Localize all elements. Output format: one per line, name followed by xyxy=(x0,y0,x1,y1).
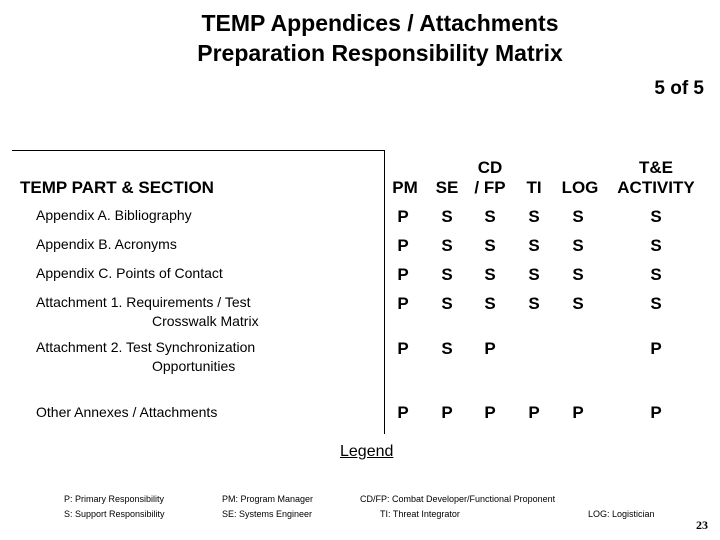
cell: P xyxy=(484,339,496,358)
cell: P xyxy=(484,403,496,422)
cell: P xyxy=(397,294,409,313)
cell: P xyxy=(397,265,409,284)
legend-col-1 xyxy=(64,492,165,522)
row-label-appendix-a xyxy=(36,206,192,225)
legend-item-pm: PM: Program Manager xyxy=(222,494,314,504)
column-header-se-line1 xyxy=(427,158,467,178)
cell: P xyxy=(572,403,584,422)
column-header-cdfp-line2: / FP xyxy=(474,178,506,197)
row-label-attachment-2 xyxy=(36,338,255,376)
title-line-2: Preparation Responsibility Matrix xyxy=(197,40,563,66)
part-section-header: TEMP PART & SECTION xyxy=(20,178,214,197)
row-label-appendix-b xyxy=(36,235,177,254)
cell: S xyxy=(572,207,584,226)
cell: S xyxy=(650,207,662,226)
row-label-continuation: Opportunities xyxy=(152,358,236,374)
legend-item-support: S: Support Responsibility xyxy=(64,509,165,519)
column-header-log-line2: LOG xyxy=(561,178,599,197)
column-header-ti xyxy=(514,158,554,198)
cell: S xyxy=(650,265,662,284)
cell: S xyxy=(441,265,453,284)
cell: S xyxy=(441,236,453,255)
column-header-cdfp xyxy=(467,158,513,198)
cell: P xyxy=(397,403,409,422)
row-label-appendix-c xyxy=(36,264,223,283)
cell: P xyxy=(397,207,409,226)
cell: S xyxy=(572,294,584,313)
cell: S xyxy=(484,236,496,255)
cell: S xyxy=(484,294,496,313)
cell: P xyxy=(528,403,540,422)
row-label-text: Other Annexes / Attachments xyxy=(36,404,218,420)
cell: S xyxy=(572,265,584,284)
column-header-se-line2: SE xyxy=(435,178,459,197)
cell: P xyxy=(650,403,662,422)
cell: S xyxy=(441,207,453,226)
column-header-pm xyxy=(385,158,425,198)
row-label-other-annexes xyxy=(36,403,217,422)
column-header-log-line1 xyxy=(558,158,602,178)
cell: P xyxy=(397,236,409,255)
cell: S xyxy=(650,294,662,313)
column-header-te-activity xyxy=(610,158,702,198)
table-top-rule xyxy=(12,150,384,151)
cell: P xyxy=(397,339,409,358)
column-header-ti-line1 xyxy=(514,158,554,178)
page-indicator: 5 of 5 xyxy=(654,78,704,99)
cell: S xyxy=(441,294,453,313)
row-label-text: Attachment 1. Requirements / Test xyxy=(36,294,251,310)
cell: S xyxy=(528,294,540,313)
cell: S xyxy=(484,207,496,226)
row-label-continuation: Crosswalk Matrix xyxy=(152,313,259,329)
row-label-text: Appendix C. Points of Contact xyxy=(36,265,223,281)
legend-item-primary: P: Primary Responsibility xyxy=(64,494,165,504)
cell: S xyxy=(484,265,496,284)
cell: P xyxy=(650,339,662,358)
legend-item-ti: TI: Threat Integrator xyxy=(380,509,460,519)
column-header-log xyxy=(558,158,602,198)
column-header-te-line1: T&E xyxy=(639,158,673,177)
title-line-1: TEMP Appendices / Attachments xyxy=(201,10,559,36)
cell: S xyxy=(528,236,540,255)
cell: S xyxy=(441,339,453,358)
column-header-pm-line2: PM xyxy=(392,178,418,197)
cell: P xyxy=(441,403,453,422)
column-header-cdfp-line1: CD xyxy=(477,158,503,177)
column-header-se xyxy=(427,158,467,198)
row-label-text: Appendix A. Bibliography xyxy=(36,207,192,223)
cell: S xyxy=(650,236,662,255)
slide-number: 23 xyxy=(696,518,708,532)
legend-col-2 xyxy=(222,492,313,522)
column-header-pm-line1 xyxy=(385,158,425,178)
cell: S xyxy=(528,207,540,226)
cell: S xyxy=(528,265,540,284)
legend-item-log: LOG: Logistician xyxy=(588,509,655,519)
column-header-ti-line2: TI xyxy=(526,178,542,197)
legend-title: Legend xyxy=(340,443,394,460)
legend-item-se: SE: Systems Engineer xyxy=(222,509,313,519)
legend-item-cdfp: CD/FP: Combat Developer/Functional Proponent xyxy=(360,494,556,504)
row-label-attachment-1 xyxy=(36,293,259,331)
slide-title xyxy=(0,8,720,68)
row-label-text: Appendix B. Acronyms xyxy=(36,236,177,252)
column-header-te-line2: ACTIVITY xyxy=(617,178,695,197)
cell: S xyxy=(572,236,584,255)
row-label-text: Attachment 2. Test Synchronization xyxy=(36,339,256,355)
